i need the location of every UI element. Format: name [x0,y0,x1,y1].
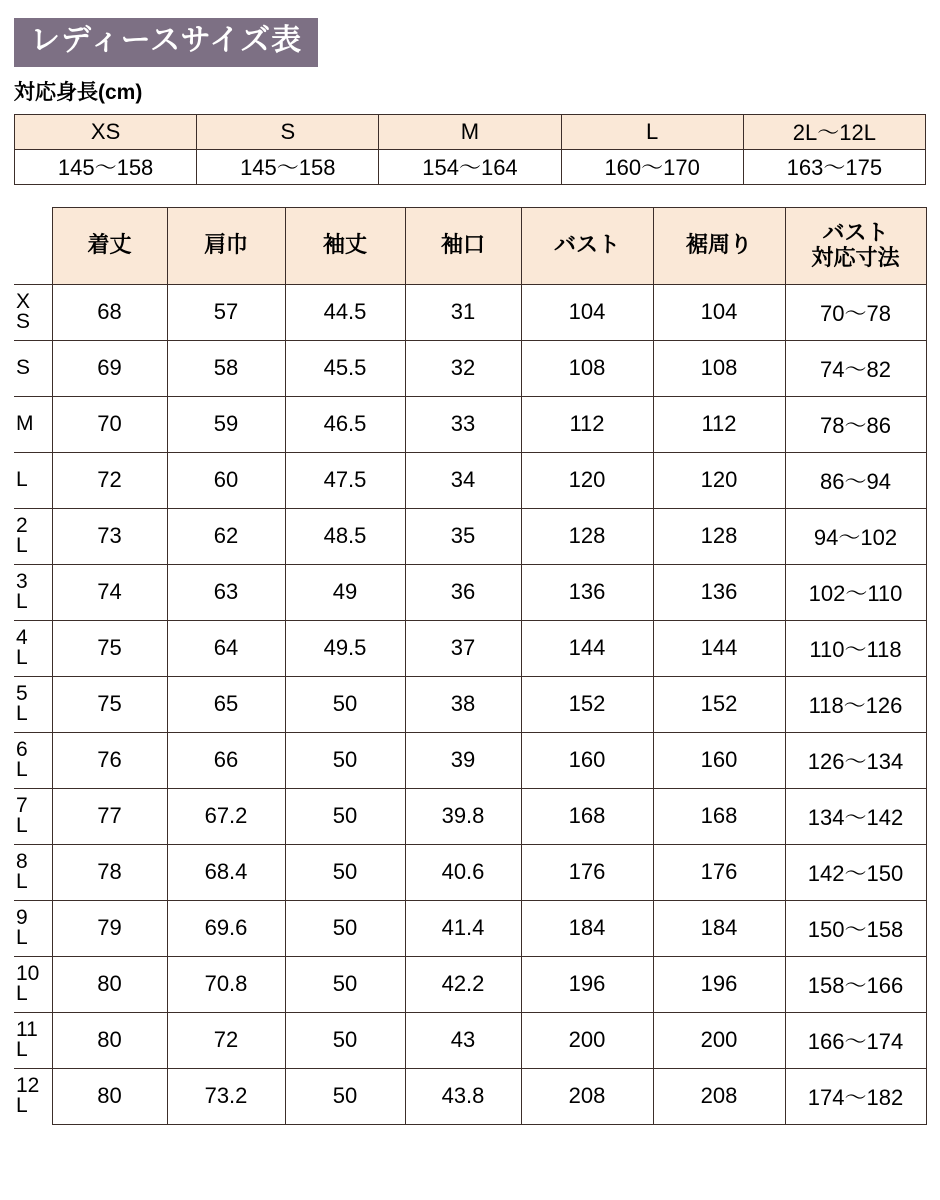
table-row [14,620,926,676]
measurement-cell: 80 [52,956,167,1012]
table-row [14,452,926,508]
size-label-part: L [16,1038,28,1062]
size-label-part: 3 [16,569,28,593]
measurement-cell: 160 [521,732,653,788]
size-row-label [14,900,52,956]
measurement-cell: 142〜150 [785,844,926,900]
measurement-cell: 50 [285,1012,405,1068]
size-row-label [14,452,52,508]
measurement-cell: 74〜82 [785,340,926,396]
height-value-cell: 154〜164 [379,149,561,184]
measurement-cell: 43 [405,1012,521,1068]
measurement-cell: 63 [167,564,285,620]
measurement-cell: 50 [285,844,405,900]
size-label-part: L [16,982,28,1006]
measurement-cell: 60 [167,452,285,508]
measurement-header-cell: 着丈 [52,207,167,284]
measurement-cell: 166〜174 [785,1012,926,1068]
measurement-cell: 86〜94 [785,452,926,508]
measurement-cell: 128 [653,508,785,564]
measurement-cell: 200 [653,1012,785,1068]
measurement-cell: 42.2 [405,956,521,1012]
size-label-part: L [16,870,28,894]
measurement-cell: 69 [52,340,167,396]
measurement-table [14,207,927,1125]
measurement-cell: 168 [653,788,785,844]
measurement-cell: 102〜110 [785,564,926,620]
measurement-cell: 31 [405,284,521,340]
height-header-cell: M [379,114,561,149]
measurement-cell: 196 [521,956,653,1012]
size-label-part: L [16,814,28,838]
measurement-cell: 49.5 [285,620,405,676]
size-label-part: L [16,590,28,614]
measurement-cell: 160 [653,732,785,788]
measurement-cell: 136 [653,564,785,620]
measurement-cell: 70〜78 [785,284,926,340]
measurement-cell: 32 [405,340,521,396]
table-row [14,508,926,564]
size-label-part: 8 [16,849,28,873]
measurement-cell: 152 [521,676,653,732]
size-row-label [14,788,52,844]
measurement-cell: 39 [405,732,521,788]
measurement-cell: 108 [653,340,785,396]
table-row [14,340,926,396]
table-row [14,900,926,956]
table-row [14,564,926,620]
size-label-part: 4 [16,625,28,649]
measurement-header-cell-bust-range [785,207,926,284]
size-row-label [14,1068,52,1124]
height-value-cell: 145〜158 [197,149,379,184]
height-header-cell: L [561,114,743,149]
measurement-cell: 48.5 [285,508,405,564]
measurement-cell: 78〜86 [785,396,926,452]
measurement-cell: 58 [167,340,285,396]
measurement-cell: 44.5 [285,284,405,340]
table-row [14,844,926,900]
measurement-cell: 50 [285,900,405,956]
size-label-part: S [16,310,31,334]
measurement-cell: 112 [653,396,785,452]
measurement-cell: 62 [167,508,285,564]
size-label-part: 10 [16,961,40,985]
measurement-cell: 76 [52,732,167,788]
measurement-cell: 47.5 [285,452,405,508]
measurement-cell: 126〜134 [785,732,926,788]
measurement-cell: 75 [52,620,167,676]
height-value-cell: 163〜175 [743,149,925,184]
measurement-cell: 36 [405,564,521,620]
size-label-part: L [16,926,28,950]
measurement-cell: 41.4 [405,900,521,956]
measurement-cell: 184 [653,900,785,956]
measurement-cell: 69.6 [167,900,285,956]
measurement-cell: 110〜118 [785,620,926,676]
size-label-part: 12 [16,1073,40,1097]
size-row-label [14,1012,52,1068]
size-row-label [14,340,52,396]
height-header-cell: S [197,114,379,149]
measurement-cell: 50 [285,956,405,1012]
measurement-cell: 34 [405,452,521,508]
measurement-table-body [14,284,926,1124]
size-label-part: 2 [16,513,28,537]
size-label-part: L [16,646,28,670]
table-row [14,788,926,844]
measurement-cell: 158〜166 [785,956,926,1012]
measurement-cell: 196 [653,956,785,1012]
size-row-label [14,284,52,340]
measurement-cell: 77 [52,788,167,844]
size-row-label [14,676,52,732]
measurement-cell: 70 [52,396,167,452]
measurement-cell: 33 [405,396,521,452]
size-label-part: L [16,702,28,726]
size-label-part: L [16,1094,28,1118]
height-table [14,114,926,185]
size-label-part: 11 [16,1017,38,1041]
measurement-cell: 57 [167,284,285,340]
measurement-header-cell: 袖丈 [285,207,405,284]
size-label-part: L [16,534,28,558]
measurement-header-cell: 裾周り [653,207,785,284]
measurement-cell: 208 [521,1068,653,1124]
table-corner-cell [14,207,52,284]
height-value-cell: 160〜170 [561,149,743,184]
bust-range-header-line1: バスト [822,219,889,245]
measurement-cell: 144 [653,620,785,676]
table-row [14,1068,926,1124]
measurement-cell: 78 [52,844,167,900]
measurement-cell: 39.8 [405,788,521,844]
measurement-cell: 120 [521,452,653,508]
table-row [14,284,926,340]
size-label-part: 6 [16,737,28,761]
size-row-label [14,620,52,676]
height-value-cell: 145〜158 [15,149,197,184]
measurement-cell: 49 [285,564,405,620]
measurement-cell: 37 [405,620,521,676]
bust-range-header-line2: 対応寸法 [811,244,900,270]
measurement-cell: 184 [521,900,653,956]
measurement-cell: 208 [653,1068,785,1124]
height-table-header-row [15,114,926,149]
measurement-cell: 168 [521,788,653,844]
size-label-part: L [16,758,28,782]
measurement-cell: 80 [52,1012,167,1068]
measurement-cell: 65 [167,676,285,732]
measurement-header-cell: 袖口 [405,207,521,284]
measurement-cell: 108 [521,340,653,396]
size-row-label [14,956,52,1012]
measurement-cell: 200 [521,1012,653,1068]
measurement-cell: 72 [52,452,167,508]
size-label-part: 7 [16,793,28,817]
measurement-cell: 50 [285,1068,405,1124]
measurement-cell: 128 [521,508,653,564]
measurement-cell: 134〜142 [785,788,926,844]
height-header-cell: XS [15,114,197,149]
measurement-cell: 174〜182 [785,1068,926,1124]
measurement-cell: 94〜102 [785,508,926,564]
measurement-cell: 73 [52,508,167,564]
measurement-cell: 64 [167,620,285,676]
measurement-cell: 74 [52,564,167,620]
measurement-header-cell: 肩巾 [167,207,285,284]
measurement-cell: 67.2 [167,788,285,844]
height-section-label: 対応身長(cm) [14,80,143,104]
measurement-cell: 72 [167,1012,285,1068]
measurement-cell: 40.6 [405,844,521,900]
size-label-part: 5 [16,681,28,705]
table-row [14,676,926,732]
measurement-cell: 176 [521,844,653,900]
measurement-cell: 79 [52,900,167,956]
measurement-cell: 104 [521,284,653,340]
size-label-part: 9 [16,905,28,929]
size-row-label [14,396,52,452]
height-table-row [15,149,926,184]
measurement-cell: 38 [405,676,521,732]
size-row-label [14,564,52,620]
measurement-cell: 68 [52,284,167,340]
measurement-cell: 59 [167,396,285,452]
measurement-cell: 150〜158 [785,900,926,956]
size-row-label [14,732,52,788]
measurement-cell: 104 [653,284,785,340]
measurement-cell: 73.2 [167,1068,285,1124]
size-label-part: S [16,355,31,379]
measurement-cell: 118〜126 [785,676,926,732]
measurement-header-cell: バスト [521,207,653,284]
measurement-cell: 80 [52,1068,167,1124]
measurement-cell: 66 [167,732,285,788]
measurement-cell: 136 [521,564,653,620]
size-row-label [14,844,52,900]
measurement-cell: 75 [52,676,167,732]
measurement-cell: 46.5 [285,396,405,452]
size-label-part: L [16,467,28,491]
table-row [14,1012,926,1068]
table-row [14,956,926,1012]
measurement-cell: 144 [521,620,653,676]
measurement-table-header-row [14,207,926,284]
measurement-cell: 45.5 [285,340,405,396]
measurement-cell: 176 [653,844,785,900]
size-label-part: M [16,411,34,435]
measurement-cell: 50 [285,788,405,844]
measurement-cell: 68.4 [167,844,285,900]
measurement-cell: 70.8 [167,956,285,1012]
measurement-cell: 50 [285,676,405,732]
measurement-cell: 112 [521,396,653,452]
page-title: レディースサイズ表 [14,18,318,67]
size-label-part: X [16,289,31,313]
measurement-cell: 120 [653,452,785,508]
measurement-cell: 35 [405,508,521,564]
measurement-cell: 50 [285,732,405,788]
height-header-cell: 2L〜12L [743,114,925,149]
measurement-cell: 43.8 [405,1068,521,1124]
size-row-label [14,508,52,564]
measurement-cell: 152 [653,676,785,732]
table-row [14,396,926,452]
table-row [14,732,926,788]
